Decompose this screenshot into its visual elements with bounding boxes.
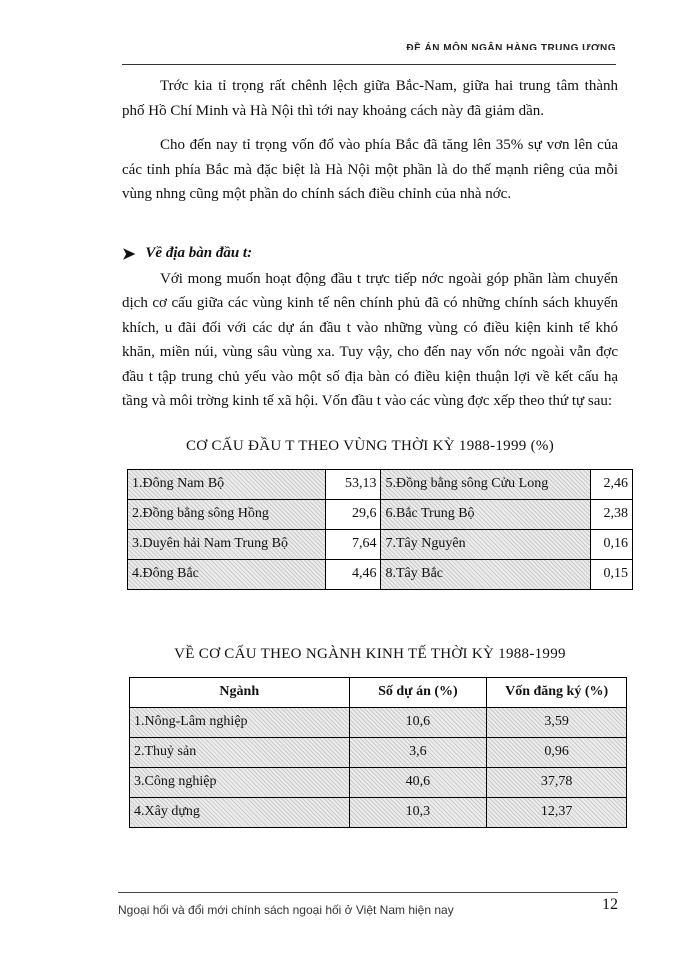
capital-share: 0,96 bbox=[487, 737, 627, 767]
section-heading bbox=[122, 244, 618, 264]
footer-text: Ngoại hối và đổi mới chính sách ngoại hối ở Việt Nam hiện nay bbox=[118, 903, 454, 917]
header-text: ĐỀ ÁN MÔN NGÂN HÀNG TRUNG ƯƠNG bbox=[406, 43, 616, 50]
region-value: 29,6 bbox=[325, 499, 381, 529]
region-value: 2,46 bbox=[590, 469, 632, 499]
region-name: 6.Bắc Trung Bộ bbox=[381, 499, 591, 529]
paragraph-1: Trớc kia tỉ trọng rất chênh lệch giữa Bắc-Nam, giữa hai trung tâm thành phố Hồ Chí Minh và Hà Nội thì tới nay khoảng cách này đã giảm dần. bbox=[122, 78, 618, 119]
column-header: Vốn đăng ký (%) bbox=[487, 677, 627, 707]
paragraph-3: Với mong muốn hoạt động đầu t trực tiếp nớc ngoài góp phần làm chuyển dịch cơ cấu giữa các vùng kinh tế nên chính phủ đã có những chính sách khuyến khích, u đãi đối với các dự án đầu t vào những vùng có điều kiện kinh tế khó khăn, miền núi, vùng sâu vùng xa. Tuy vậy, cho đến nay vốn nớc ngoài vẫn đợc đầu t tập trung chủ yếu vào một số địa bàn có điều kiện thuận lợi về kết cấu hạ tầng và môi trờng kinh tế xã hội. Vốn đầu t vào các vùng đợc xếp theo thứ tự sau: bbox=[122, 270, 618, 409]
sector-investment-table bbox=[129, 677, 627, 828]
region-value: 0,16 bbox=[590, 529, 632, 559]
region-value: 53,13 bbox=[325, 469, 381, 499]
region-value: 4,46 bbox=[325, 559, 381, 589]
region-value: 2,38 bbox=[590, 499, 632, 529]
region-investment-table bbox=[127, 469, 633, 590]
column-header: Ngành bbox=[130, 677, 350, 707]
table-row bbox=[130, 707, 627, 737]
paragraph-2: Cho đến nay tỉ trọng vốn đổ vào phía Bắc đã tăng lên 35% sự vơn lên của các tỉnh phía Bắc mà đặc biệt là Hà Nội một phần là do thế mạnh riêng của mỗi vùng nhng cũng một phần do chính sách điều chỉnh của nhà nớc. bbox=[122, 137, 618, 202]
capital-share: 3,59 bbox=[487, 707, 627, 737]
page-content bbox=[122, 74, 628, 828]
table1-title: CƠ CẤU ĐẦU T THEO VÙNG THỜI KỲ 1988-1999 (%) bbox=[185, 437, 555, 454]
capital-share: 37,78 bbox=[487, 767, 627, 797]
region-value: 0,15 bbox=[590, 559, 632, 589]
table-row bbox=[128, 469, 633, 499]
region-name: 5.Đồng bằng sông Cửu Long bbox=[381, 469, 591, 499]
region-value: 7,64 bbox=[325, 529, 381, 559]
capital-share: 12,37 bbox=[487, 797, 627, 827]
table-row bbox=[130, 797, 627, 827]
footer-rule bbox=[118, 892, 618, 893]
section-heading-text: Về địa bàn đầu t: bbox=[145, 245, 253, 261]
page-number: 12 bbox=[602, 896, 618, 913]
sector-name: 2.Thuỷ sản bbox=[130, 737, 350, 767]
region-name: 8.Tây Bắc bbox=[381, 559, 591, 589]
project-share: 10,3 bbox=[349, 797, 487, 827]
region-name: 2.Đồng bằng sông Hồng bbox=[128, 499, 326, 529]
region-name: 4.Đông Bắc bbox=[128, 559, 326, 589]
region-name: 1.Đông Nam Bộ bbox=[128, 469, 326, 499]
region-name: 3.Duyên hải Nam Trung Bộ bbox=[128, 529, 326, 559]
project-share: 3,6 bbox=[349, 737, 487, 767]
table-row bbox=[128, 559, 633, 589]
region-name: 7.Tây Nguyên bbox=[381, 529, 591, 559]
sector-name: 1.Nông-Lâm nghiệp bbox=[130, 707, 350, 737]
sector-name: 3.Công nghiệp bbox=[130, 767, 350, 797]
project-share: 40,6 bbox=[349, 767, 487, 797]
header-rule bbox=[122, 64, 616, 65]
table-row bbox=[130, 767, 627, 797]
sector-name: 4.Xây dựng bbox=[130, 797, 350, 827]
table-row bbox=[128, 499, 633, 529]
table-row bbox=[130, 737, 627, 767]
arrow-bullet-icon: ➤ bbox=[122, 245, 136, 263]
project-share: 10,6 bbox=[349, 707, 487, 737]
column-header: Số dự án (%) bbox=[349, 677, 487, 707]
table-row bbox=[128, 529, 633, 559]
table-header-row bbox=[130, 677, 627, 707]
table2-title: VỀ CƠ CẤU THEO NGÀNH KINH TẾ THỜI KỲ 1988-1999 bbox=[174, 645, 566, 662]
